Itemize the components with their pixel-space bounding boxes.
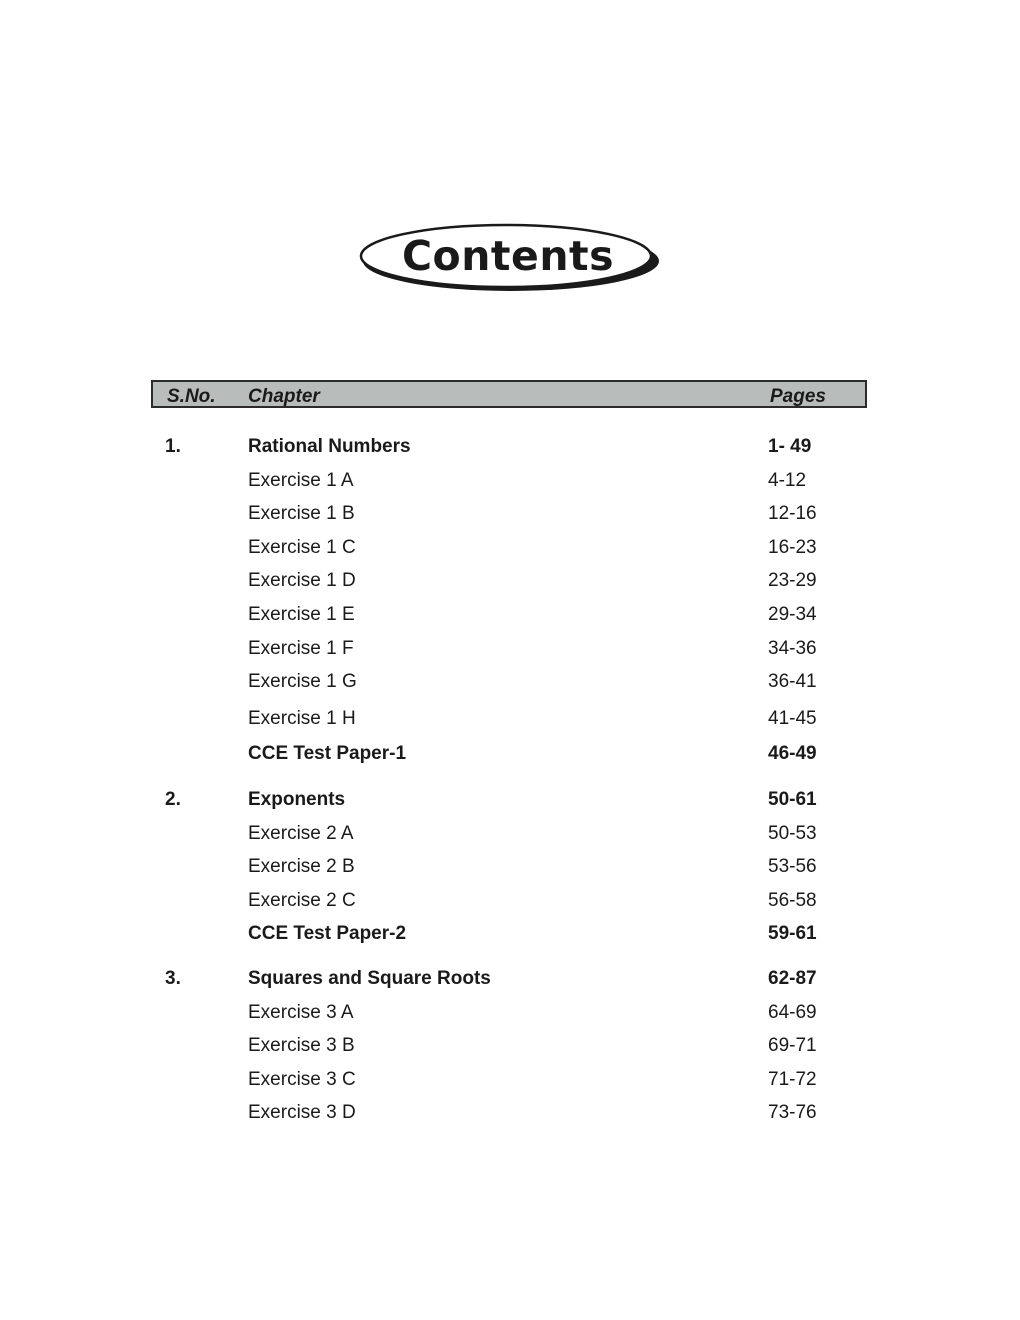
row-pages: 69-71 bbox=[768, 1035, 817, 1056]
row-chapter: Exercise 2 B bbox=[248, 856, 355, 877]
exercise-row bbox=[0, 537, 1020, 563]
row-pages: 50-61 bbox=[768, 789, 817, 810]
toc-header-bar bbox=[151, 380, 867, 408]
row-pages: 64-69 bbox=[768, 1002, 817, 1023]
exercise-row bbox=[0, 1002, 1020, 1028]
column-header-sno: S.No. bbox=[167, 386, 216, 407]
exercise-row bbox=[0, 708, 1020, 734]
exercise-row bbox=[0, 638, 1020, 664]
row-pages: 46-49 bbox=[768, 743, 817, 764]
row-chapter: Rational Numbers bbox=[248, 436, 411, 457]
chapter-row bbox=[0, 968, 1020, 994]
row-chapter: Squares and Square Roots bbox=[248, 968, 491, 989]
exercise-row bbox=[0, 1102, 1020, 1128]
chapter-row bbox=[0, 789, 1020, 815]
row-chapter: Exponents bbox=[248, 789, 346, 810]
test-paper-row bbox=[0, 743, 1020, 769]
exercise-row bbox=[0, 1069, 1020, 1095]
exercise-row bbox=[0, 823, 1020, 849]
row-chapter: Exercise 2 C bbox=[248, 890, 356, 911]
row-chapter: Exercise 1 E bbox=[248, 604, 355, 625]
exercise-row bbox=[0, 470, 1020, 496]
row-chapter: Exercise 3 A bbox=[248, 1002, 354, 1023]
row-pages: 53-56 bbox=[768, 856, 817, 877]
column-header-pages: Pages bbox=[770, 386, 826, 407]
row-pages: 62-87 bbox=[768, 968, 817, 989]
exercise-row bbox=[0, 856, 1020, 882]
row-chapter: Exercise 1 B bbox=[248, 503, 355, 524]
page-title: Contents bbox=[401, 232, 615, 280]
row-pages: 50-53 bbox=[768, 823, 817, 844]
exercise-row bbox=[0, 604, 1020, 630]
row-pages: 1- 49 bbox=[768, 436, 812, 457]
row-sno: 2. bbox=[165, 789, 181, 810]
row-pages: 41-45 bbox=[768, 708, 817, 729]
row-chapter: Exercise 1 D bbox=[248, 570, 356, 591]
row-pages: 71-72 bbox=[768, 1069, 817, 1090]
row-chapter: Exercise 1 C bbox=[248, 537, 356, 558]
row-pages: 56-58 bbox=[768, 890, 817, 911]
row-chapter: Exercise 1 G bbox=[248, 671, 357, 692]
row-chapter: Exercise 2 A bbox=[248, 823, 354, 844]
row-chapter: Exercise 1 F bbox=[248, 638, 354, 659]
column-header-chapter: Chapter bbox=[248, 386, 320, 407]
exercise-row bbox=[0, 570, 1020, 596]
row-pages: 73-76 bbox=[768, 1102, 817, 1123]
row-chapter: Exercise 3 B bbox=[248, 1035, 355, 1056]
row-chapter: Exercise 1 H bbox=[248, 708, 356, 729]
chapter-row bbox=[0, 436, 1020, 462]
row-pages: 29-34 bbox=[768, 604, 817, 625]
row-chapter: CCE Test Paper-1 bbox=[248, 743, 407, 764]
row-pages: 23-29 bbox=[768, 570, 817, 591]
exercise-row bbox=[0, 890, 1020, 916]
row-chapter: Exercise 3 C bbox=[248, 1069, 356, 1090]
row-pages: 34-36 bbox=[768, 638, 817, 659]
row-pages: 4-12 bbox=[768, 470, 807, 491]
exercise-row bbox=[0, 503, 1020, 529]
row-pages: 59-61 bbox=[768, 923, 817, 944]
exercise-row bbox=[0, 1035, 1020, 1061]
row-sno: 1. bbox=[165, 436, 181, 457]
row-chapter: Exercise 3 D bbox=[248, 1102, 356, 1123]
row-pages: 36-41 bbox=[768, 671, 817, 692]
contents-title-badge bbox=[358, 220, 664, 294]
row-sno: 3. bbox=[165, 968, 181, 989]
row-chapter: Exercise 1 A bbox=[248, 470, 354, 491]
row-chapter: CCE Test Paper-2 bbox=[248, 923, 407, 944]
row-pages: 16-23 bbox=[768, 537, 817, 558]
exercise-row bbox=[0, 671, 1020, 697]
row-pages: 12-16 bbox=[768, 503, 817, 524]
test-paper-row bbox=[0, 923, 1020, 949]
